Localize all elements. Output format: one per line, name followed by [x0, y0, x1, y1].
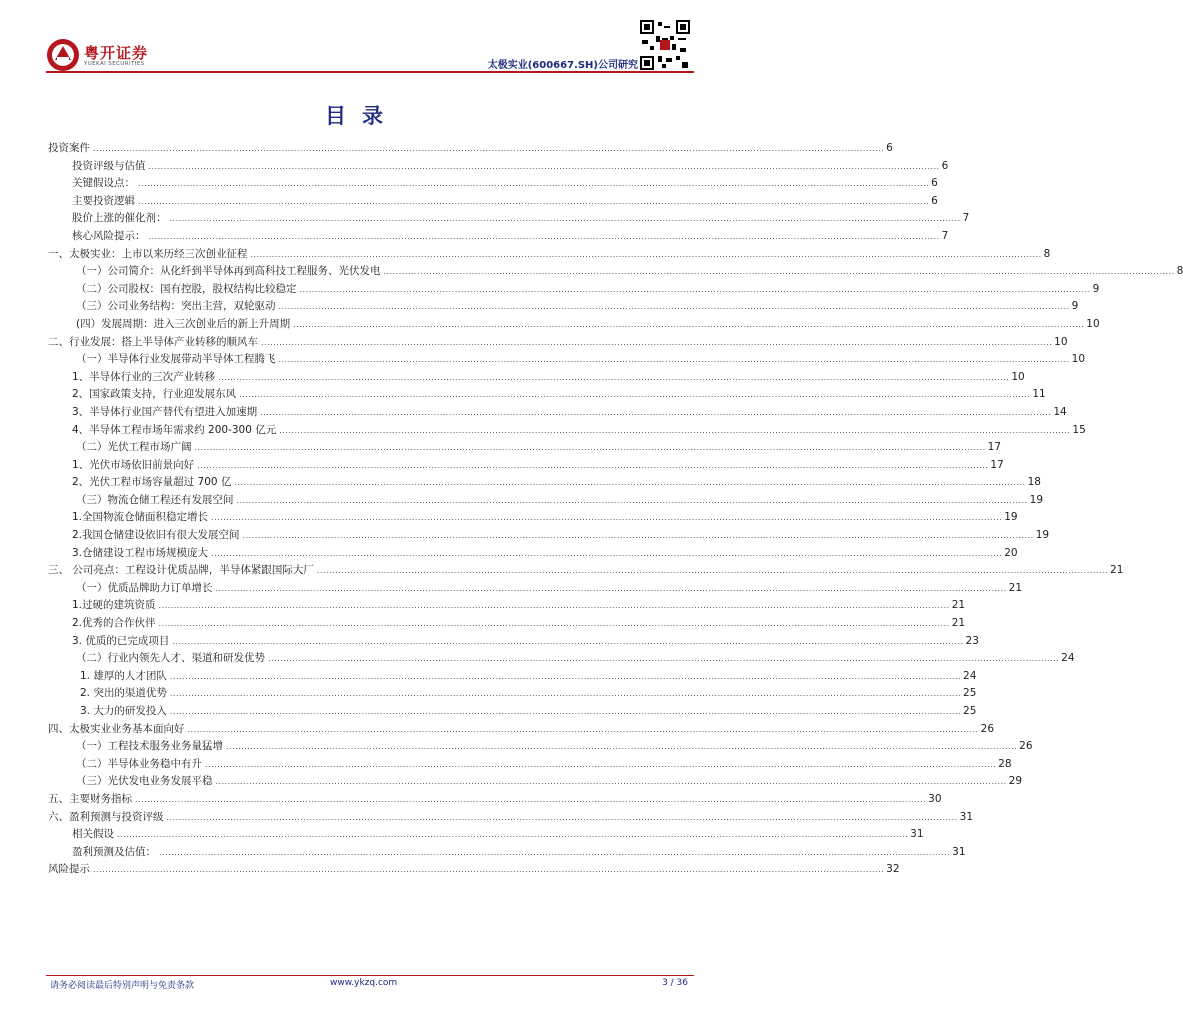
toc-entry-label: 相关假设	[72, 826, 115, 844]
toc-entry[interactable]	[48, 633, 979, 651]
toc-leader-dots: ....................................................................................................................................................................................................................................................................	[211, 513, 1003, 523]
toc-entry-page: 17	[990, 458, 1004, 471]
toc-entry-page: 30	[928, 792, 942, 805]
toc-entry-page: 19	[1004, 511, 1018, 524]
toc-entry-label: 3.仓储建设工程市场规模庞大	[72, 545, 209, 563]
toc-entry-label: （二）公司股权：国有控股，股权结构比较稳定	[76, 281, 298, 299]
toc-entry-page: 20	[1004, 546, 1018, 559]
toc-entry[interactable]	[48, 861, 900, 879]
toc-leader-dots: ....................................................................................................................................................................................................................................................................	[117, 830, 909, 840]
toc-entry-page: 32	[886, 863, 900, 876]
toc-entry-label: （三）物流仓储工程还有发展空间	[76, 492, 235, 510]
toc-entry[interactable]	[48, 738, 1033, 756]
toc-leader-dots: ....................................................................................................................................................................................................................................................................	[138, 196, 930, 206]
toc-entry-page: 6	[886, 142, 893, 154]
toc-entry-page: 9	[1092, 282, 1100, 295]
toc-entry-page: 7	[941, 229, 949, 242]
toc-entry-page: 17	[987, 441, 1002, 454]
toc-entry[interactable]	[48, 369, 1025, 387]
toc-entry[interactable]	[48, 721, 995, 739]
toc-entry[interactable]	[48, 158, 949, 176]
header-divider	[46, 71, 694, 73]
toc-leader-dots: ....................................................................................................................................................................................................................................................................	[215, 777, 1007, 787]
toc-leader-dots: ....................................................................................................................................................................................................................................................................	[211, 548, 1003, 558]
toc-entry[interactable]	[48, 580, 1023, 598]
toc-leader-dots: ....................................................................................................................................................................................................................................................................	[194, 443, 986, 453]
toc-entry-page: 19	[1035, 529, 1050, 542]
toc-entry[interactable]	[48, 457, 1004, 475]
toc-entry-label: 关键假设点：	[72, 175, 136, 193]
toc-entry-page: 21	[1110, 564, 1124, 577]
toc-leader-dots: ....................................................................................................................................................................................................................................................................	[93, 144, 885, 153]
toc-entry-page: 25	[963, 705, 977, 717]
toc-entry-page: 9	[1071, 300, 1079, 313]
toc-entry-page: 29	[1008, 775, 1023, 788]
toc-entry[interactable]	[48, 422, 1086, 440]
toc-entry[interactable]	[48, 527, 1050, 545]
toc-entry-label: 1、光伏市场依旧前景向好	[72, 457, 195, 475]
toc-leader-dots: ....................................................................................................................................................................................................................................................................	[187, 724, 979, 734]
toc-entry-label: 核心风险提示：	[72, 228, 147, 246]
toc-entry-page: 18	[1027, 476, 1041, 489]
toc-leader-dots: ....................................................................................................................................................................................................................................................................	[261, 337, 1053, 347]
toc-entry-page: 31	[952, 845, 966, 858]
toc-entry[interactable]	[48, 703, 977, 721]
toc-entry[interactable]	[48, 773, 1023, 791]
toc-leader-dots: ....................................................................................................................................................................................................................................................................	[138, 179, 930, 189]
page-header	[0, 0, 724, 80]
toc-entry[interactable]	[48, 193, 938, 211]
toc-entry-page: 24	[963, 669, 977, 682]
toc-entry[interactable]	[48, 334, 1068, 352]
toc-entry-page: 6	[941, 159, 949, 172]
toc-entry[interactable]	[48, 597, 966, 615]
toc-entry-label: 1、半导体行业的三次产业转移	[72, 369, 216, 387]
toc-leader-dots: ....................................................................................................................................................................................................................................................................	[135, 794, 927, 804]
toc-entry-label: （二）半导体业务稳中有升	[76, 756, 203, 774]
toc-entry-page: 21	[1008, 581, 1023, 594]
toc-leader-dots: ....................................................................................................................................................................................................................................................................	[250, 249, 1042, 259]
toc-entry-label: 四、太极实业业务基本面向好	[48, 721, 186, 739]
toc-entry[interactable]	[48, 809, 974, 827]
toc-entry-page: 8	[1176, 265, 1183, 278]
toc-leader-dots: ....................................................................................................................................................................................................................................................................	[236, 495, 1028, 505]
toc-entry-page: 10	[1054, 335, 1068, 348]
toc-entry-label: 三、 公司亮点：工程设计优质品牌，半导体紧跟国际大厂	[48, 562, 315, 580]
toc-entry[interactable]	[48, 615, 966, 633]
toc-entry-label: 二、行业发展：搭上半导体产业转移的顺风车	[48, 334, 259, 352]
toc-entry-label: （一）公司简介：从化纤到半导体再到高科技工程服务、光伏发电	[76, 263, 382, 281]
toc-entry-page: 14	[1053, 405, 1067, 418]
toc-entry-page: 8	[1043, 247, 1051, 260]
toc-leader-dots: ....................................................................................................................................................................................................................................................................	[279, 425, 1071, 435]
toc-entry[interactable]	[48, 298, 1079, 316]
toc-entry-page: 23	[965, 634, 979, 647]
toc-leader-dots: ....................................................................................................................................................................................................................................................................	[166, 812, 958, 822]
toc-entry[interactable]	[48, 509, 1018, 527]
toc-entry-label: （一）半导体行业发展带动半导体工程腾飞	[76, 351, 277, 369]
toc-entry-page: 31	[910, 828, 924, 841]
toc-entry-page: 26	[1019, 740, 1033, 753]
toc-entry-label: 六、盈利预测与投资评级	[48, 809, 165, 827]
toc-entry-label: 4、半导体工程市场年需求约 200-300 亿元	[72, 422, 277, 440]
toc-leader-dots: ....................................................................................................................................................................................................................................................................	[169, 671, 962, 681]
toc-leader-dots: ....................................................................................................................................................................................................................................................................	[169, 689, 962, 699]
toc-entry-label: 2.我国仓储建设依旧有很大发展空间	[72, 527, 241, 545]
toc-leader-dots: ....................................................................................................................................................................................................................................................................	[278, 355, 1070, 365]
footer-divider	[46, 975, 694, 976]
yuekai-logo-icon	[46, 38, 80, 72]
toc-entry[interactable]	[48, 175, 938, 193]
toc-entry[interactable]	[48, 562, 1124, 580]
toc-leader-dots: ....................................................................................................................................................................................................................................................................	[234, 478, 1026, 488]
toc-entry-page: 28	[998, 757, 1012, 770]
toc-entry-label: 2.优秀的合作伙伴	[72, 615, 157, 633]
toc-entry-page: 15	[1072, 423, 1086, 436]
toc-entry-label: 2. 突出的渠道优势	[80, 685, 168, 703]
toc-entry-label: 股价上涨的催化剂：	[72, 210, 168, 228]
toc-entry-page: 26	[980, 722, 995, 735]
toc-entry[interactable]	[48, 791, 942, 809]
toc-entry[interactable]	[48, 545, 1018, 563]
toc-entry-label: （一）工程技术服务业务量猛增	[76, 738, 224, 756]
table-of-contents	[48, 140, 1183, 879]
toc-leader-dots: ....................................................................................................................................................................................................................................................................	[158, 601, 950, 611]
toc-leader-dots: ....................................................................................................................................................................................................................................................................	[172, 636, 964, 646]
toc-leader-dots: ....................................................................................................................................................................................................................................................................	[268, 654, 1060, 664]
toc-entry[interactable]	[48, 404, 1067, 422]
toc-entry[interactable]	[48, 474, 1041, 492]
toc-entry-label: （二）行业内领先人才、渠道和研发优势	[76, 650, 266, 668]
toc-entry-page: 11	[1032, 388, 1046, 401]
toc-leader-dots: ....................................................................................................................................................................................................................................................................	[148, 161, 940, 171]
toc-entry-page: 19	[1029, 493, 1044, 506]
qr-code-icon	[640, 20, 690, 70]
toc-entry[interactable]	[48, 844, 966, 862]
toc-entry-page: 6	[931, 177, 938, 190]
toc-entry-label: 投资评级与估值	[72, 158, 147, 176]
toc-entry-page: 6	[931, 194, 938, 207]
toc-leader-dots: ....................................................................................................................................................................................................................................................................	[169, 214, 961, 224]
toc-leader-dots: ....................................................................................................................................................................................................................................................................	[260, 407, 1052, 417]
toc-entry-label: 1.过硬的建筑资质	[72, 597, 157, 615]
toc-entry[interactable]	[48, 263, 1183, 281]
toc-entry-label: 风险提示	[48, 861, 91, 879]
toc-entry-label: 2、光伏工程市场容量超过 700 亿	[72, 474, 232, 492]
toc-entry-page: 10	[1071, 353, 1086, 366]
toc-leader-dots: ....................................................................................................................................................................................................................................................................	[242, 531, 1034, 541]
toc-title: 目录	[325, 104, 399, 128]
toc-leader-dots: ....................................................................................................................................................................................................................................................................	[148, 231, 940, 241]
toc-entry-label: 投资案件	[48, 140, 91, 158]
toc-entry[interactable]	[48, 756, 1012, 774]
footer-website[interactable]: www.ykzq.com	[330, 978, 398, 988]
toc-entry[interactable]	[48, 228, 949, 246]
toc-entry[interactable]	[48, 668, 977, 686]
toc-leader-dots: ....................................................................................................................................................................................................................................................................	[169, 707, 962, 716]
toc-leader-dots: ....................................................................................................................................................................................................................................................................	[278, 302, 1070, 312]
toc-entry-label: （二）光伏工程市场广阔	[76, 439, 193, 457]
toc-entry-label: (四）发展周期：进入三次创业后的新上升周期	[76, 316, 291, 334]
toc-entry-label: 一、太极实业：上市以来历经三次创业征程	[48, 246, 249, 264]
toc-leader-dots: ....................................................................................................................................................................................................................................................................	[316, 566, 1109, 576]
toc-entry-label: 3. 优质的已完成项目	[72, 633, 170, 651]
toc-entry[interactable]	[48, 351, 1086, 369]
toc-entry[interactable]	[48, 650, 1075, 668]
page-number: 3 / 36	[662, 978, 688, 988]
toc-entry[interactable]	[48, 826, 924, 844]
toc-entry[interactable]	[48, 210, 970, 228]
toc-leader-dots: ....................................................................................................................................................................................................................................................................	[218, 372, 1010, 382]
toc-entry-page: 10	[1086, 317, 1100, 330]
toc-entry-label: 五、主要财务指标	[48, 791, 133, 809]
toc-entry-page: 31	[959, 810, 974, 823]
toc-leader-dots: ....................................................................................................................................................................................................................................................................	[293, 319, 1085, 329]
toc-entry-label: 1. 雄厚的人才团队	[80, 668, 168, 686]
toc-entry-label: 盈利预测及估值：	[72, 844, 157, 862]
toc-entry-label: 3、半导体行业国产替代有望进入加速期	[72, 404, 258, 422]
toc-entry-label: （一）优质品牌助力订单增长	[76, 580, 214, 598]
toc-entry[interactable]	[48, 140, 893, 158]
toc-leader-dots: ....................................................................................................................................................................................................................................................................	[159, 847, 951, 857]
toc-entry[interactable]	[48, 685, 977, 703]
toc-entry[interactable]	[48, 492, 1044, 510]
toc-entry-page: 21	[951, 599, 966, 612]
brand-name-cn: 粤开证券	[84, 44, 149, 62]
report-title: 太极实业(600667.SH)公司研究	[487, 60, 638, 71]
brand-name-en: YUEKAI SECURITIES	[84, 61, 145, 67]
toc-leader-dots: ....................................................................................................................................................................................................................................................................	[205, 759, 997, 769]
toc-entry-page: 24	[1061, 652, 1075, 665]
toc-leader-dots: ....................................................................................................................................................................................................................................................................	[226, 742, 1018, 752]
toc-entry[interactable]	[48, 281, 1100, 299]
toc-entry-label: 主要投资逻辑	[72, 193, 136, 211]
toc-entry-label: （三）公司业务结构：突出主营，双轮驱动	[76, 298, 277, 316]
toc-leader-dots: ....................................................................................................................................................................................................................................................................	[383, 267, 1175, 277]
toc-entry-label: 3. 大力的研发投入	[80, 703, 168, 721]
toc-leader-dots: ....................................................................................................................................................................................................................................................................	[215, 583, 1007, 593]
toc-leader-dots: ....................................................................................................................................................................................................................................................................	[158, 619, 950, 629]
toc-entry[interactable]	[48, 246, 1051, 264]
toc-entry-label: 1.全国物流仓储面积稳定增长	[72, 509, 209, 527]
toc-entry-page: 21	[951, 617, 966, 630]
toc-entry[interactable]	[48, 439, 1002, 457]
footer-disclaimer: 请务必阅读最后特别声明与免责条款	[50, 981, 195, 991]
toc-entry-page: 7	[962, 212, 970, 225]
toc-leader-dots: ....................................................................................................................................................................................................................................................................	[239, 390, 1031, 400]
toc-entry-label: 2、国家政策支持，行业迎发展东风	[72, 386, 237, 404]
toc-entry-page: 25	[963, 687, 977, 700]
toc-entry-label: （三）光伏发电业务发展平稳	[76, 773, 214, 791]
toc-entry[interactable]	[48, 316, 1100, 334]
toc-entry-page: 10	[1011, 370, 1025, 383]
toc-leader-dots: ....................................................................................................................................................................................................................................................................	[197, 460, 989, 470]
toc-leader-dots: ....................................................................................................................................................................................................................................................................	[299, 284, 1091, 294]
toc-entry[interactable]	[48, 386, 1046, 404]
toc-leader-dots: ....................................................................................................................................................................................................................................................................	[93, 865, 885, 875]
